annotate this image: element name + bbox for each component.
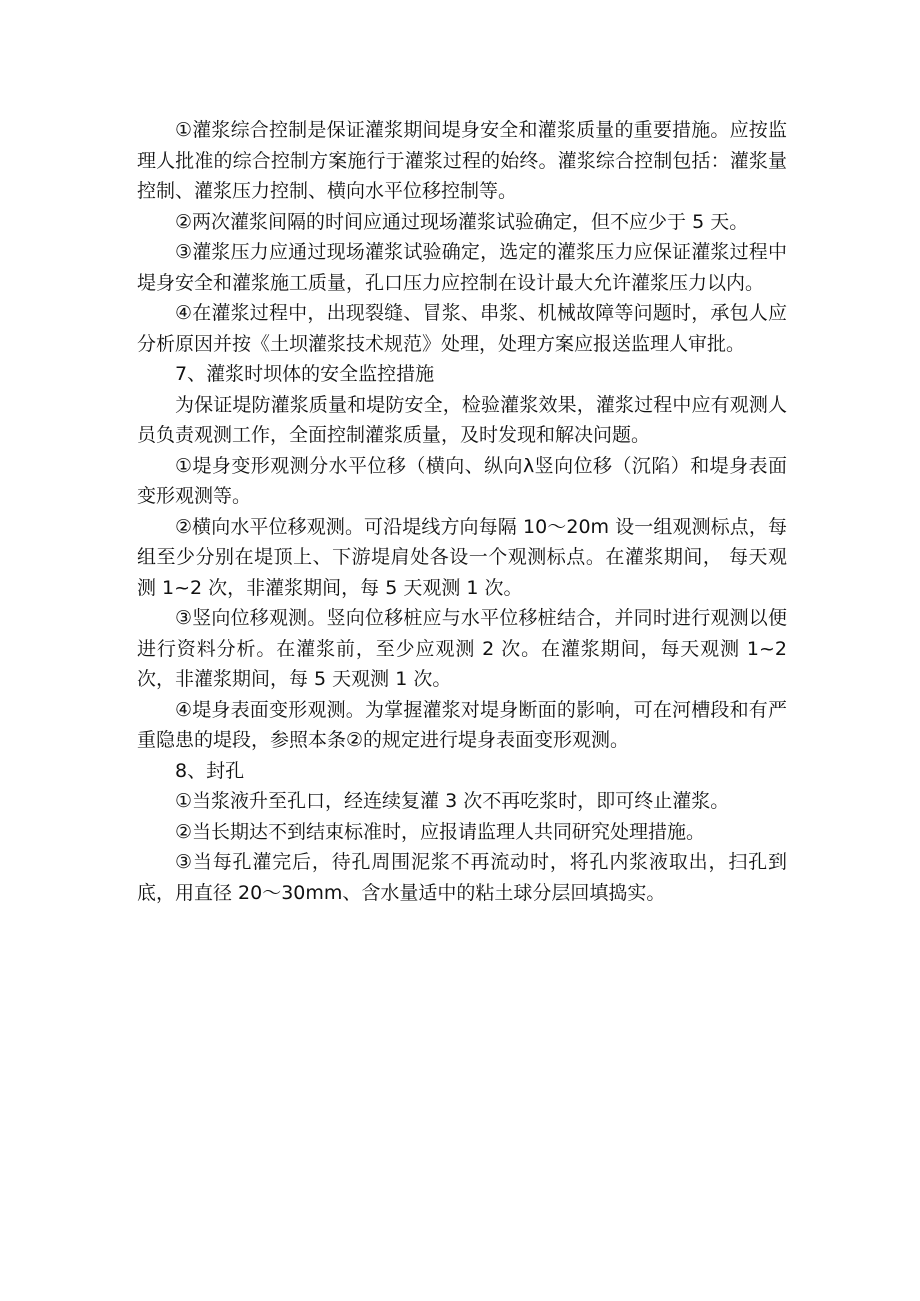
paragraph-deformation-observation: ①堤身变形观测分水平位移（横向、纵向λ竖向位移（沉陷）和堤身表面变形观测等。 [137, 454, 787, 507]
section-heading-safety-monitoring: 7、灌浆时坝体的安全监控措施 [175, 363, 435, 385]
section-heading-hole-sealing: 8、封孔 [175, 759, 245, 782]
paragraph-grouting-pressure: ③灌浆压力应通过现场灌浆试验确定，选定的灌浆压力应保证灌浆过程中堤身安全和灌浆施工质量，孔口压力应控制在设计最大允许灌浆压力以内。 [137, 241, 787, 294]
paragraph-grouting-issues: ④在灌浆过程中，出现裂缝、冒浆、串浆、机械故障等问题时，承包人应分析原因并按《土坝灌浆技术规范》处理，处理方案应报送监理人审批。 [137, 302, 787, 355]
paragraph-sealing-backfill: ③当每孔灌完后，待孔周围泥浆不再流动时，将孔内浆液取出，扫孔到底，用直径 20～30mm、含水量适中的粘土球分层回填捣实。 [137, 851, 787, 904]
paragraph-sealing-stop: ①当浆液升至孔口，经连续复灌 3 次不再吃浆时，即可终止灌浆。 [175, 790, 730, 812]
paragraph-vertical-displacement: ③竖向位移观测。竖向位移桩应与水平位移桩结合，并同时进行观测以便进行资料分析。在灌浆前，至少应观测 2 次。在灌浆期间，每天观测 1~2 次，非灌浆期间，每 5 天观测 1 次。 [137, 607, 787, 690]
paragraph-grouting-control: ①灌浆综合控制是保证灌浆期间堤身安全和灌浆质量的重要措施。应按监理人批准的综合控制方案施行于灌浆过程的始终。灌浆综合控制包括：灌浆量控制、灌浆压力控制、横向水平位移控制等。 [137, 119, 787, 202]
paragraph-horizontal-displacement: ②横向水平位移观测。可沿堤线方向每隔 10～20m 设一组观测标点，每组至少分别在堤顶上、下游堤肩处各设一个观测标点。在灌浆期间， 每天观测 1~2 次，非灌浆期间，每 5 天观测 1 次。 [137, 515, 787, 599]
paragraph-sealing-report: ②当长期达不到结束标准时，应报请监理人共同研究处理措施。 [175, 820, 706, 843]
paragraph-grouting-interval: ②两次灌浆间隔的时间应通过现场灌浆试验确定，但不应少于 5 天。 [175, 210, 749, 233]
paragraph-monitoring-intro: 为保证堤防灌浆质量和堤防安全，检验灌浆效果，灌浆过程中应有观测人员负责观测工作，全面控制灌浆质量，及时发现和解决问题。 [137, 393, 787, 446]
paragraph-surface-deformation: ④堤身表面变形观测。为掌握灌浆对堤身断面的影响，可在河槽段和有严重隐患的堤段，参照本条②的规定进行堤身表面变形观测。 [137, 698, 787, 751]
document-body [137, 115, 787, 908]
